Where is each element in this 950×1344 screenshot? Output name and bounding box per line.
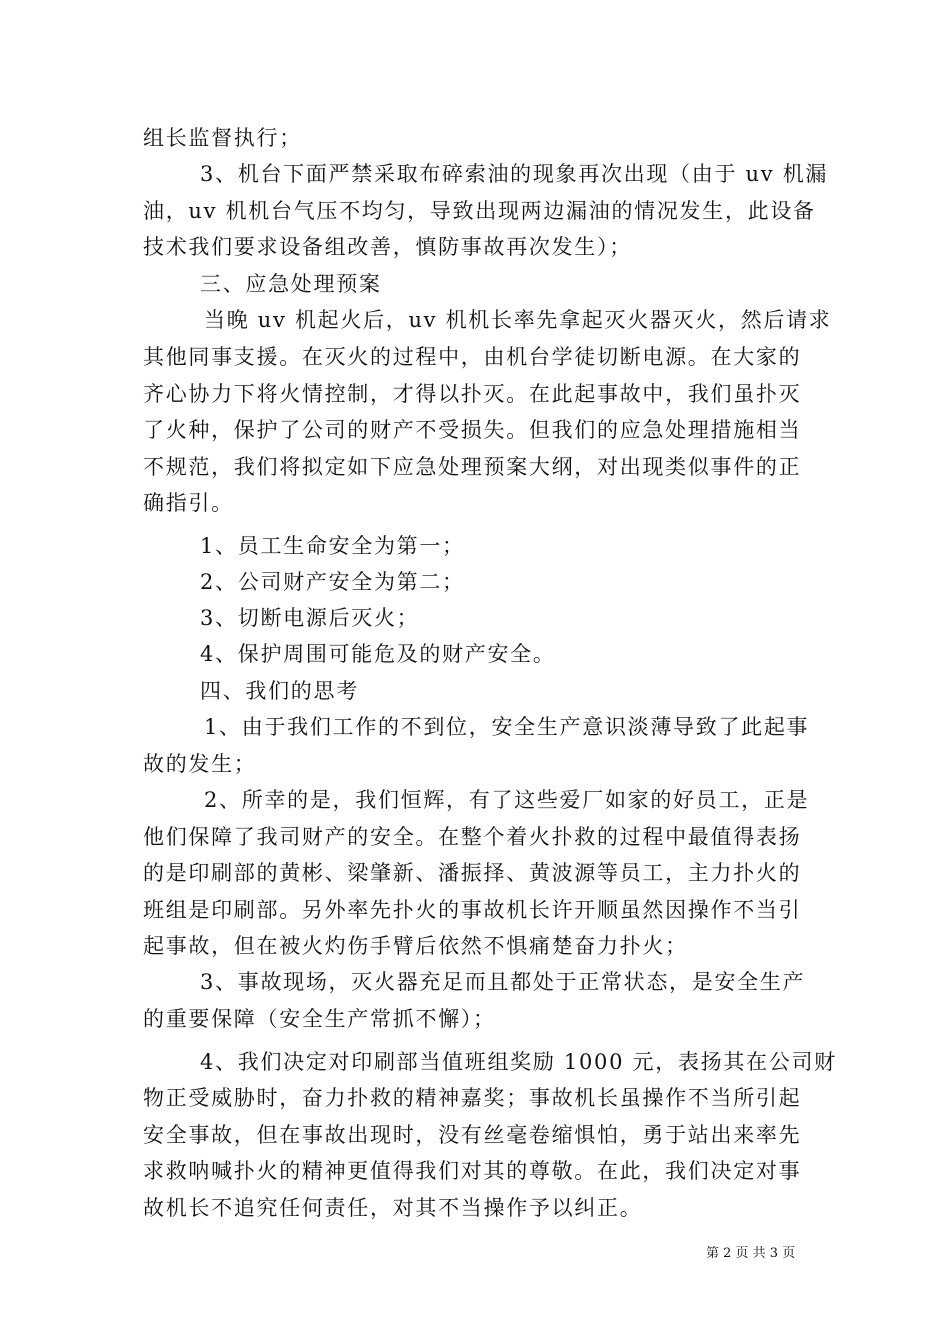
- text-line: 的重要保障（安全生产常抓不懈）；: [143, 1007, 496, 1031]
- list-item: 1、员工生命安全为第一；: [200, 534, 465, 558]
- list-item: 4、保护周围可能危及的财产安全。: [200, 642, 556, 666]
- text-line: 求救呐喊扑火的精神更值得我们对其的尊敬。在此，我们决定对事: [143, 1159, 802, 1183]
- text-line: 2、所幸的是，我们恒辉，有了这些爱厂如家的好员工，正是: [204, 788, 810, 812]
- text-line: 技术我们要求设备组改善，慎防事故再次发生）；: [143, 235, 632, 259]
- text-line: 1、由于我们工作的不到位，安全生产意识淡薄导致了此起事: [204, 715, 810, 739]
- section-heading: 四、我们的思考: [200, 679, 359, 703]
- text-line: 确指引。: [143, 491, 234, 515]
- list-item: 3、切断电源后灭火；: [200, 606, 420, 630]
- text-line: 组长监督执行；: [143, 126, 302, 150]
- page-number: 第 2 页 共 3 页: [706, 1246, 796, 1261]
- list-item: 2、公司财产安全为第二；: [200, 570, 465, 594]
- text-line: 故的发生；: [143, 752, 257, 776]
- text-line: 了火种，保护了公司的财产不受损失。但我们的应急处理措施相当: [143, 418, 802, 442]
- text-line: 不规范，我们将拟定如下应急处理预案大纲，对出现类似事件的正: [143, 455, 802, 479]
- text-line: 4、我们决定对印刷部当值班组奖励 1000 元，表扬其在公司财: [200, 1050, 837, 1074]
- text-line: 班组是印刷部。另外率先扑火的事故机长许开顺虽然因操作不当引: [143, 898, 802, 922]
- text-line: 安全事故，但在事故出现时，没有丝毫卷缩惧怕，勇于站出来率先: [143, 1123, 802, 1147]
- section-heading: 三、应急处理预案: [200, 272, 382, 296]
- text-line: 当晚 uv 机起火后，uv 机机长率先拿起灭火器灭火，然后请求: [204, 308, 832, 332]
- text-line: 油，uv 机机台气压不均匀，导致出现两边漏油的情况发生，此设备: [143, 199, 816, 223]
- text-line: 故机长不追究任何责任，对其不当操作予以纠正。: [143, 1196, 643, 1220]
- text-line: 齐心协力下将火情控制，才得以扑灭。在此起事故中，我们虽扑灭: [143, 382, 802, 406]
- text-line: 3、事故现场，灭火器充足而且都处于正常状态，是安全生产: [200, 970, 806, 994]
- text-line: 其他同事支援。在灭火的过程中，由机台学徒切断电源。在大家的: [143, 345, 802, 369]
- text-line: 物正受威胁时，奋力扑救的精神嘉奖；事故机长虽操作不当所引起: [143, 1086, 802, 1110]
- text-line: 起事故，但在被火灼伤手臂后依然不惧痛楚奋力扑火；: [143, 934, 688, 958]
- text-line: 他们保障了我司财产的安全。在整个着火扑救的过程中最值得表扬: [143, 825, 802, 849]
- text-line: 的是印刷部的黄彬、梁肇新、潘振择、黄波源等员工，主力扑火的: [143, 861, 802, 885]
- text-line: 3、机台下面严禁采取布碎索油的现象再次出现（由于 uv 机漏: [200, 162, 829, 186]
